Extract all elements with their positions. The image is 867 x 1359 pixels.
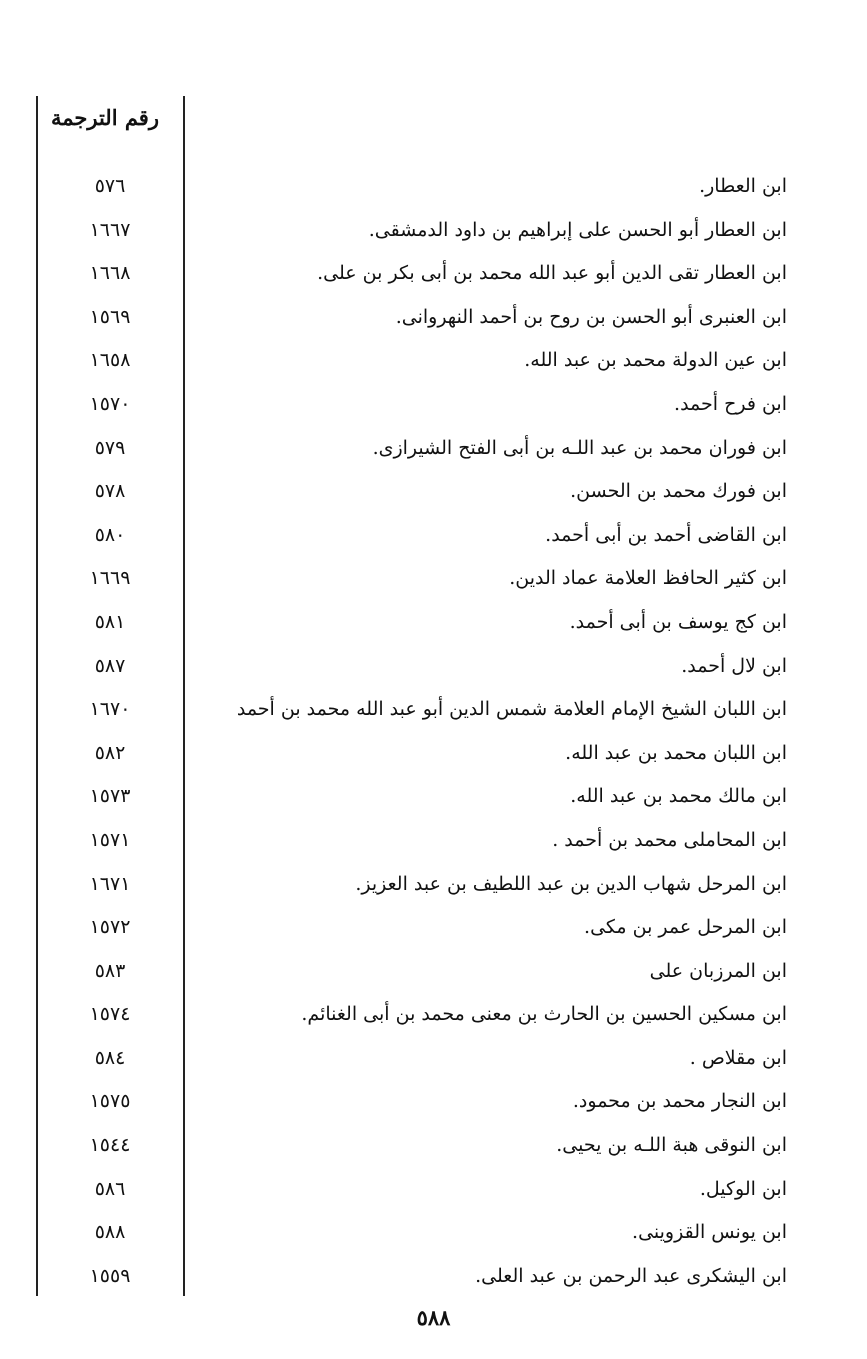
- entry-number: ١٦٧٠: [89, 698, 131, 721]
- index-entry-name: ابن المحاملى محمد بن أحمد .: [552, 828, 787, 851]
- index-entry-name: ابن المرزبان على: [649, 959, 787, 982]
- entry-number: ١٦٦٨: [89, 262, 131, 285]
- entry-number: ١٥٧٠: [89, 392, 131, 415]
- index-entry-name: ابن اللبان محمد بن عبد الله.: [565, 741, 787, 764]
- index-entry-name: ابن فورك محمد بن الحسن.: [570, 480, 787, 503]
- column-rule-right: [183, 96, 185, 1296]
- index-entry-name: ابن العطار.: [699, 175, 787, 197]
- entry-number: ١٥٧٣: [89, 785, 131, 808]
- entry-number: ٥٧٩: [94, 436, 126, 459]
- index-entry-name: ابن العطار تقى الدين أبو عبد الله محمد بن أبى بكر بن على.: [317, 262, 787, 285]
- index-entry-name: ابن لال أحمد.: [681, 654, 787, 677]
- entry-number: ١٥٧١: [89, 828, 131, 851]
- entry-number: ٥٨٤: [94, 1046, 126, 1069]
- index-entry-name: ابن مسكين الحسين بن الحارث بن معنى محمد بن أبى الغنائم.: [301, 1003, 787, 1026]
- entry-number: ١٦٦٧: [89, 218, 131, 241]
- entry-number: ١٦٦٩: [89, 567, 131, 590]
- entry-number-header: رقم الترجمة: [50, 105, 159, 130]
- entry-number: ١٥٤٤: [89, 1134, 131, 1157]
- index-entry-name: ابن القاضى أحمد بن أبى أحمد.: [545, 523, 787, 546]
- entry-number: ٥٨٨: [94, 1221, 126, 1244]
- index-entry-name: ابن المرحل عمر بن مكى.: [584, 916, 787, 939]
- index-entry-name: ابن اللبان الشيخ الإمام العلامة شمس الدين أبو عبد الله محمد بن أحمد: [236, 698, 787, 721]
- index-entry-name: ابن فوران محمد بن عبد اللـه بن أبى الفتح الشيرازى.: [372, 436, 787, 459]
- entry-number: ٥٨٧: [94, 654, 126, 677]
- entry-number-column: [40, 165, 180, 1298]
- index-entry-name: ابن فرح أحمد.: [674, 392, 787, 415]
- index-entry-name: ابن كثير الحافظ العلامة عماد الدين.: [509, 567, 787, 590]
- entry-number: ٥٧٦: [94, 175, 126, 197]
- entry-number: ١٥٧٤: [89, 1003, 131, 1026]
- index-entry-name: ابن النجار محمد بن محمود.: [572, 1090, 787, 1113]
- entry-number: ١٦٧١: [89, 872, 131, 895]
- entry-number: ١٥٥٩: [89, 1264, 131, 1287]
- index-entry-name: ابن مقلاص .: [689, 1046, 787, 1069]
- index-entry-name: ابن المرحل شهاب الدين بن عبد اللطيف بن عبد العزيز.: [355, 872, 787, 895]
- index-entry-name: ابن كج يوسف بن أبى أحمد.: [569, 610, 787, 633]
- page-number: ٥٨٨: [416, 1305, 451, 1330]
- index-entry-name: ابن يونس القزوينى.: [632, 1221, 787, 1244]
- index-entry-name: ابن مالك محمد بن عبد الله.: [570, 785, 787, 808]
- column-rule-left: [36, 96, 38, 1296]
- entry-number: ١٥٧٢: [89, 916, 131, 939]
- index-entry-name: ابن الوكيل.: [699, 1177, 787, 1200]
- entry-number: ٥٨٣: [94, 959, 126, 982]
- index-entry-name: ابن النوقى هبة اللـه بن يحيى.: [556, 1134, 787, 1157]
- entry-number: ١٦٥٨: [89, 349, 131, 372]
- entry-number: ٥٨٢: [94, 741, 126, 764]
- name-index-column: [195, 165, 787, 1298]
- entry-number: ٥٨١: [94, 610, 126, 633]
- index-entry-name: ابن العطار أبو الحسن على إبراهيم بن داود الدمشقى.: [368, 218, 787, 241]
- entry-number: ١٥٦٩: [89, 305, 131, 328]
- entry-number: ٥٧٨: [94, 480, 126, 503]
- index-entry-name: ابن العنبرى أبو الحسن بن روح بن أحمد النهروانى.: [395, 305, 787, 328]
- entry-number: ٥٨٠: [94, 523, 126, 546]
- entry-number: ١٥٧٥: [89, 1090, 131, 1113]
- entry-number: ٥٨٦: [94, 1177, 126, 1200]
- index-entry-name: ابن اليشكرى عبد الرحمن بن عبد العلى.: [475, 1264, 787, 1287]
- index-entry-name: ابن عين الدولة محمد بن عبد الله.: [524, 349, 787, 372]
